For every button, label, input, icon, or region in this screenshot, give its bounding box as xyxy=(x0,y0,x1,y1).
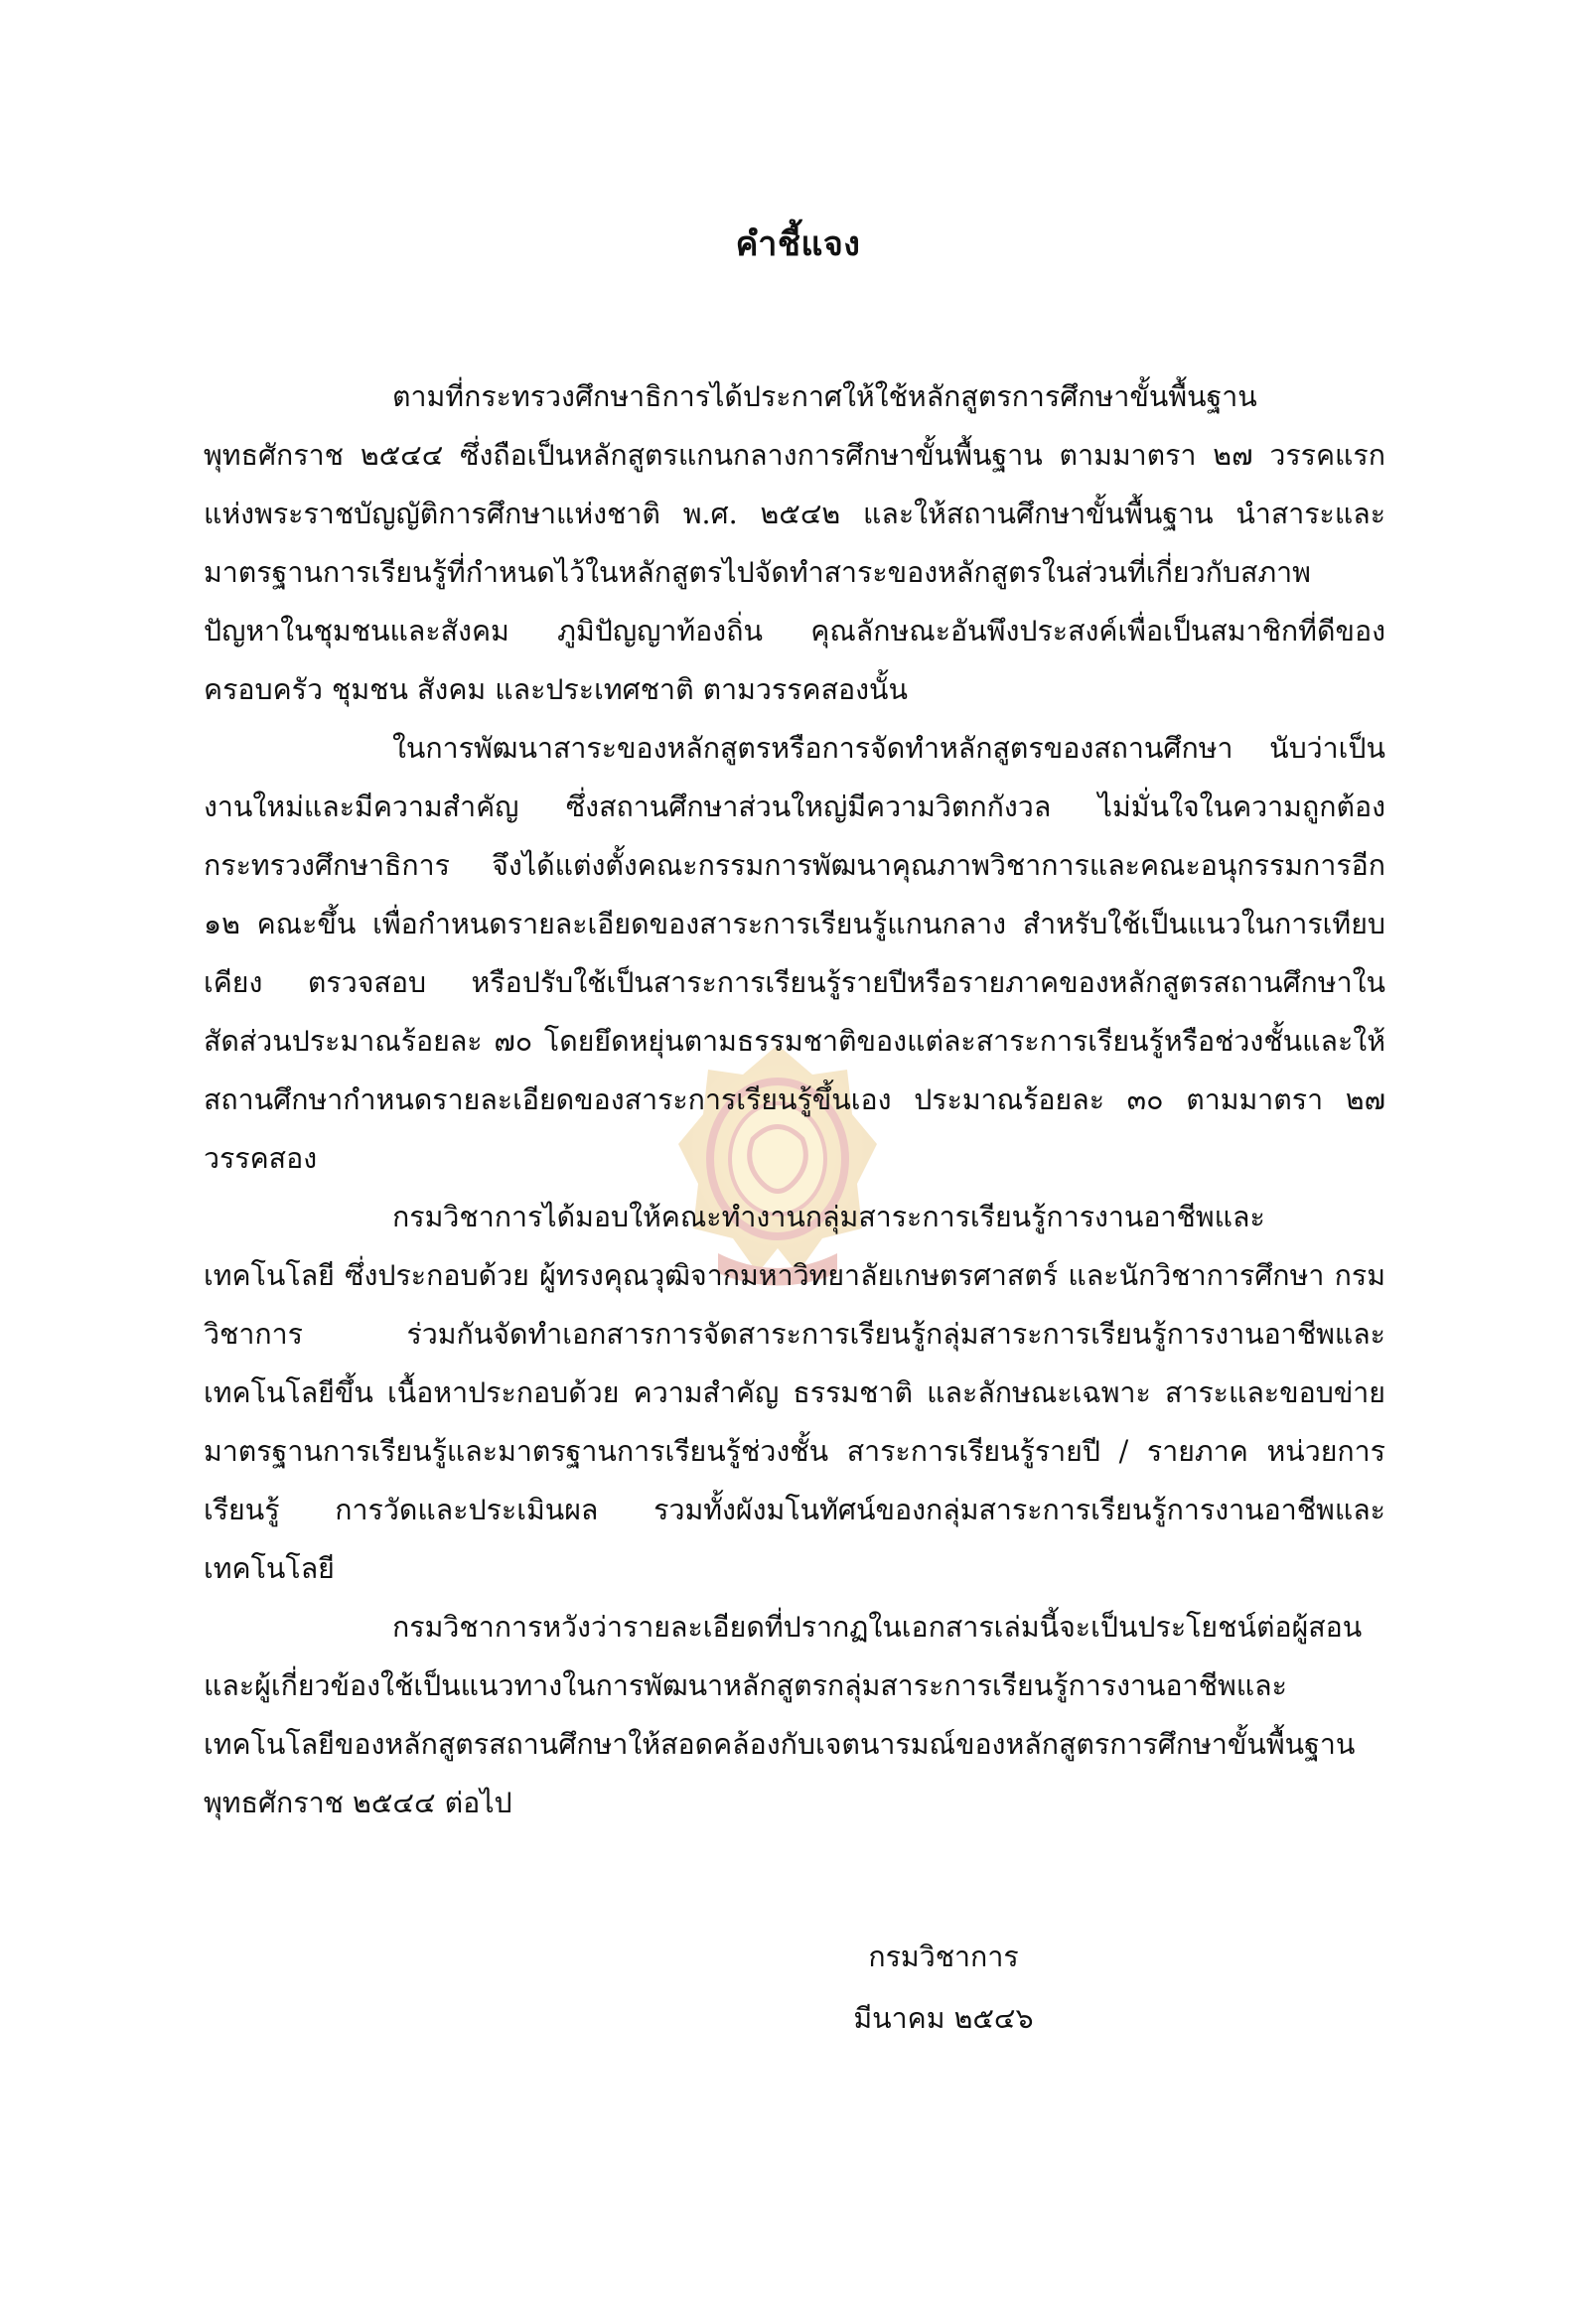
paragraph: กรมวิชาการได้มอบให้คณะทำงานกลุ่มสาระการเรียนรู้การงานอาชีพและเทคโนโลยี ซึ่งประกอบด้วย ผู้ทรงคุณวุฒิจากมหาวิทยาลัยเกษตรศาสตร์ และนักวิชาการศึกษา กรมวิชาการ ร่วมกันจัดทำเอกสารการจัดสาระการเรียนรู้กลุ่มสาระการเรียนรู้การงานอาชีพและเทคโนโลยีขึ้น เนื้อหาประกอบด้วย ความสำคัญ ธรรมชาติ และลักษณะเฉพาะ สาระและขอบข่าย มาตรฐานการเรียนรู้และมาตรฐานการเรียนรู้ช่วงชั้น สาระการเรียนรู้รายปี / รายภาค หน่วยการเรียนรู้ การวัดและประเมินผล รวมทั้งผังมโนทัศน์ของกลุ่มสาระการเรียนรู้การงานอาชีพและเทคโนโลยี xyxy=(204,1201,1385,1585)
signature-date: มีนาคม ๒๕๔๖ xyxy=(853,2002,1034,2035)
paragraph: ในการพัฒนาสาระของหลักสูตรหรือการจัดทำหลักสูตรของสถานศึกษา นับว่าเป็นงานใหม่และมีความสำคัญ ซึ่งสถานศึกษาส่วนใหญ่มีความวิตกกังวล ไม่มั่นใจในความถูกต้อง กระทรวงศึกษาธิการ จึงได้แต่งตั้งคณะกรรมการพัฒนาคุณภาพวิชาการและคณะอนุกรรมการอีก ๑๒ คณะขึ้น เพื่อกำหนดรายละเอียดของสาระการเรียนรู้แกนกลาง สำหรับใช้เป็นแนวในการเทียบเคียง ตรวจสอบ หรือปรับใช้เป็นสาระการเรียนรู้รายปีหรือรายภาคของหลักสูตรสถานศึกษาในสัดส่วนประมาณร้อยละ ๗๐ โดยยึดหยุ่นตามธรรมชาติของแต่ละสาระการเรียนรู้หรือช่วงชั้นและให้สถานศึกษากำหนดรายละเอียดของสาระการเรียนรู้ขึ้นเอง ประมาณร้อยละ ๓๐ ตามมาตรา ๒๗ วรรคสอง xyxy=(204,732,1385,1175)
signature-block xyxy=(745,1927,1142,2050)
page-title: คำชี้แจง xyxy=(735,224,861,264)
signature-organization: กรมวิชาการ xyxy=(868,1941,1019,1973)
paragraph: ตามที่กระทรวงศึกษาธิการได้ประกาศให้ใช้หลักสูตรการศึกษาขั้นพื้นฐาน พุทธศักราช ๒๕๔๔ ซึ่งถือเป็นหลักสูตรแกนกลางการศึกษาขั้นพื้นฐาน ตามมาตรา ๒๗ วรรคแรก แห่งพระราชบัญญัติการศึกษาแห่งชาติ พ.ศ. ๒๕๔๒ และให้สถานศึกษาขั้นพื้นฐาน นำสาระและมาตรฐานการเรียนรู้ที่กำหนดไว้ในหลักสูตรไปจัดทำสาระของหลักสูตรในส่วนที่เกี่ยวกับสภาพปัญหาในชุมชนและสังคม ภูมิปัญญาท้องถิ่น คุณลักษณะอันพึงประสงค์เพื่อเป็นสมาชิกที่ดีของครอบครัว ชุมชน สังคม และประเทศชาติ ตามวรรคสองนั้น xyxy=(204,380,1385,706)
body-text xyxy=(204,367,1385,1832)
paragraph: กรมวิชาการหวังว่ารายละเอียดที่ปรากฏในเอกสารเล่มนี้จะเป็นประโยชน์ต่อผู้สอนและผู้เกี่ยวข้องใช้เป็นแนวทางในการพัฒนาหลักสูตรกลุ่มสาระการเรียนรู้การงานอาชีพและเทคโนโลยีของหลักสูตรสถานศึกษาให้สอดคล้องกับเจตนารมณ์ของหลักสูตรการศึกษาขั้นพื้นฐาน พุทธศักราช ๒๕๔๔ ต่อไป xyxy=(204,1611,1363,1819)
